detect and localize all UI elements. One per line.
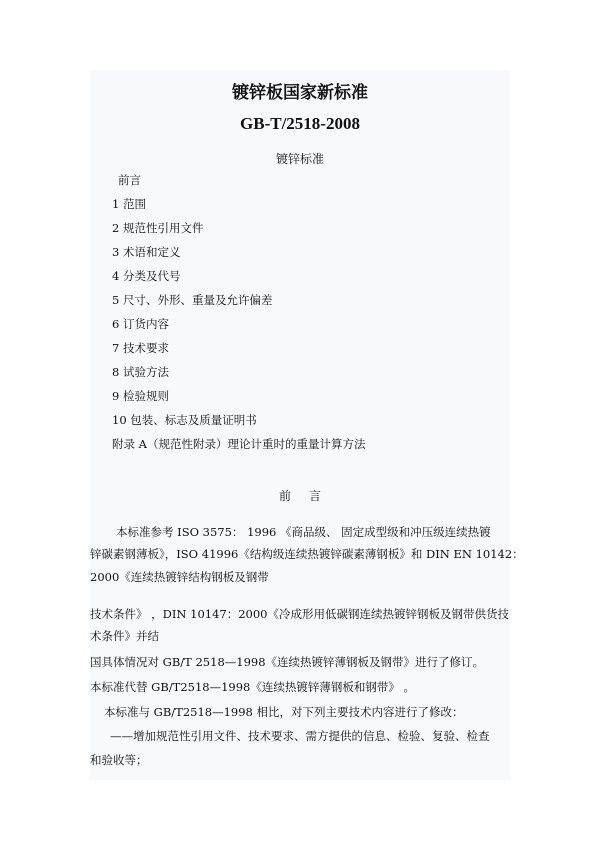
paragraph-line: 术条件》并结 xyxy=(90,629,159,643)
toc-item: 9 检验规则 xyxy=(112,389,169,403)
toc-item: 8 试验方法 xyxy=(112,365,169,379)
toc-item: 5 尺寸、外形、重量及允许偏差 xyxy=(112,293,273,307)
document-subtitle: 镀锌标准 xyxy=(275,152,324,166)
paragraph-line: 国具体情况对 GB/T 2518—1998《连续热镀锌薄钢板及钢带》进行了修订。 xyxy=(90,655,485,669)
paragraph-line: 本标准与 GB/T2518—1998 相比，对下列主要技术内容进行了修改： xyxy=(104,705,464,719)
document-title: 镀锌板国家新标准 xyxy=(232,83,368,103)
paragraph-line: 和验收等； xyxy=(90,753,148,767)
foreword-heading: 前言 xyxy=(278,489,339,503)
toc-item: 10 包装、标志及质量证明书 xyxy=(112,413,257,427)
toc-item: 4 分类及代号 xyxy=(112,269,181,283)
toc-item: 3 术语和定义 xyxy=(112,245,181,259)
paragraph-line: ——增加规范性引用文件、技术要求、需方提供的信息、检验、复验、检查 xyxy=(110,729,490,743)
paragraph-line: 技术条件》 ，DIN 10147：2000《冷成形用低碳钢连续热镀锌钢板及钢带供货技 xyxy=(90,607,509,621)
toc-item-appendix: 附录 A（规范性附录）理论计重时的重量计算方法 xyxy=(112,437,366,451)
paragraph-line: 本标准参考 ISO 3575： 1996 《商品级、 固定成型级和冲压级连续热镀 xyxy=(116,525,491,539)
paragraph-line: 锌碳素钢薄板》，ISO 41996《结构级连续热镀锌碳素薄钢板》和 DIN EN 10142： xyxy=(90,547,524,561)
toc-item: 7 技术要求 xyxy=(112,341,169,355)
toc-item: 6 订货内容 xyxy=(112,317,169,331)
toc-item: 2 规范性引用文件 xyxy=(112,221,204,235)
paragraph-line: 2000《连续热镀锌结构钢板及钢带 xyxy=(90,570,269,584)
toc-item: 1 范围 xyxy=(112,197,146,211)
toc-item-foreword: 前言 xyxy=(118,173,141,187)
paragraph-line: 本标准代替 GB/T2518—1998《连续热镀锌薄钢板和钢带》 。 xyxy=(90,680,416,694)
table-of-contents xyxy=(112,173,365,461)
standard-code: GB-T/2518-2008 xyxy=(240,114,360,133)
